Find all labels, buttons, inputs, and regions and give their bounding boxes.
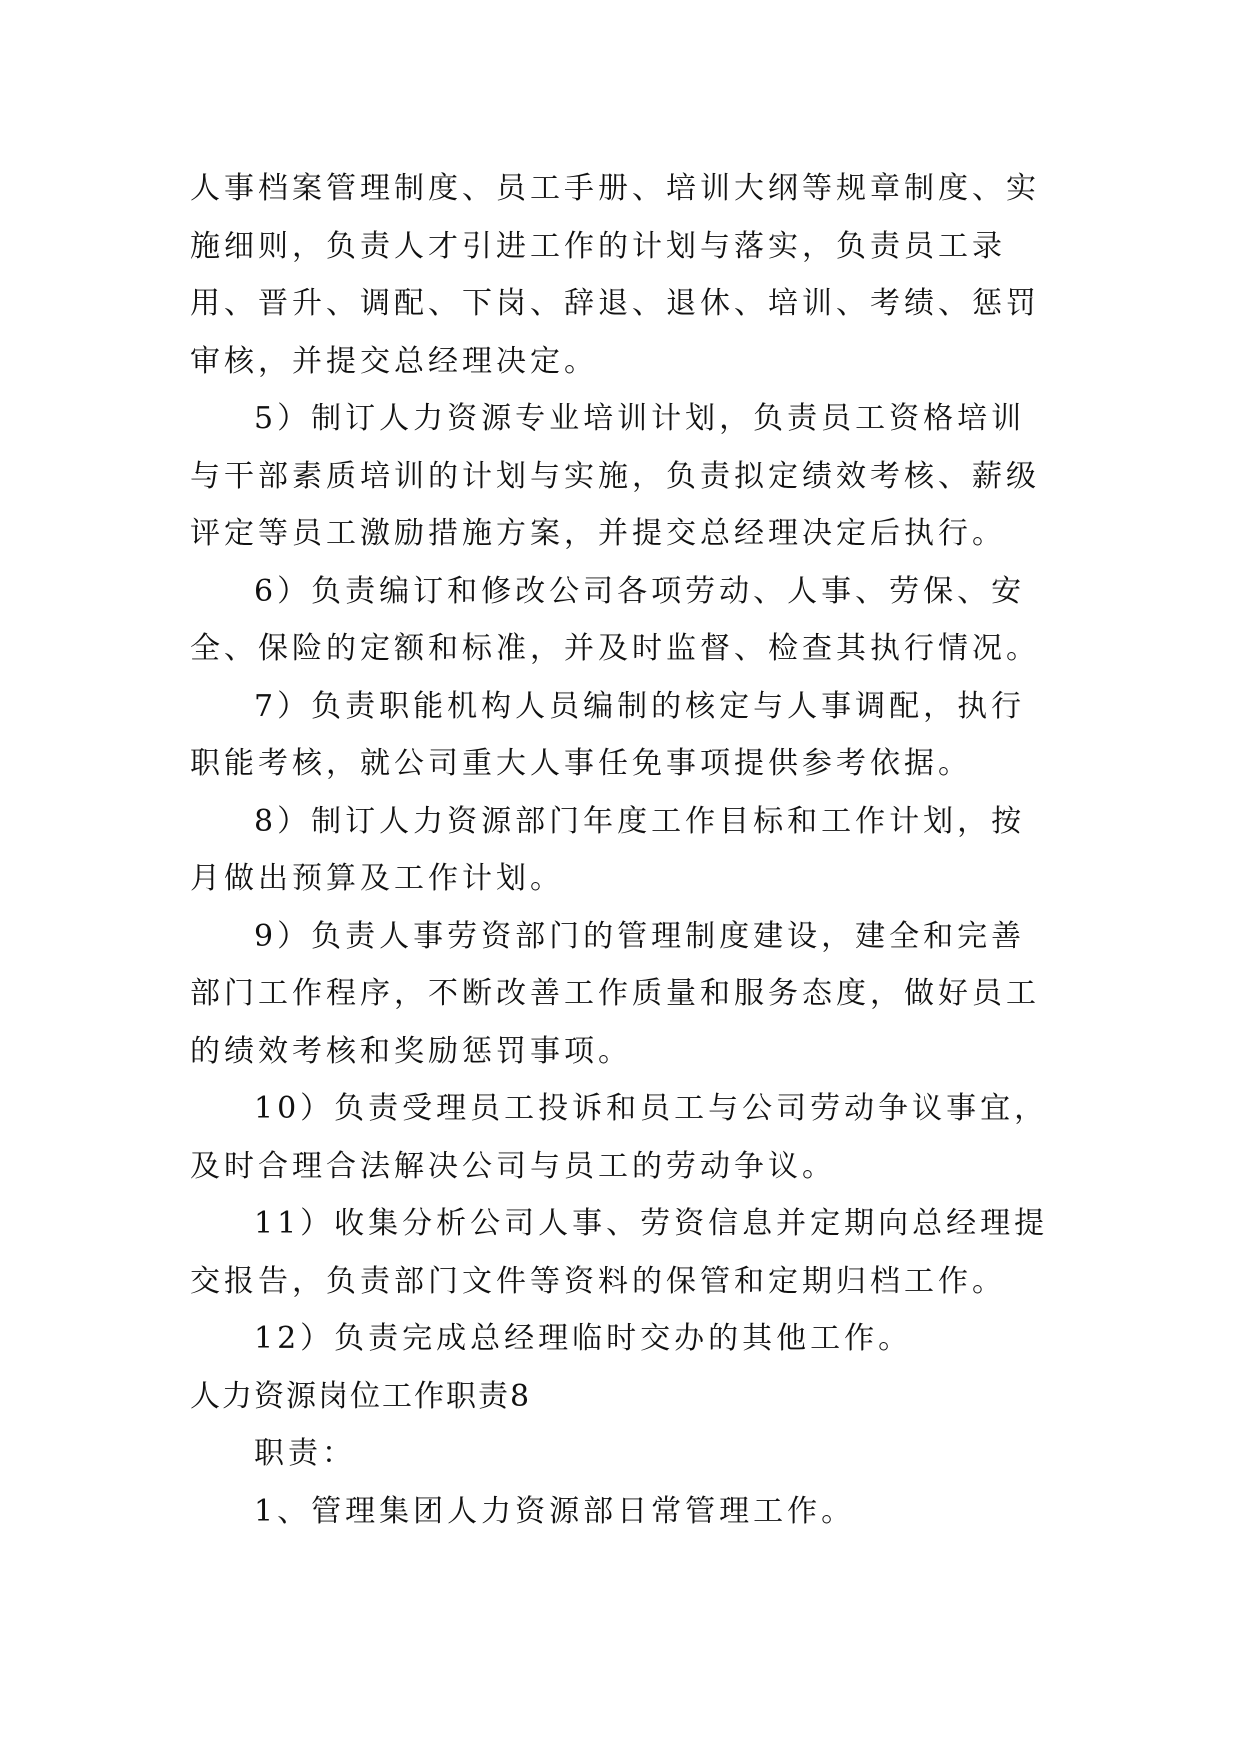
- paragraph-item-10: 10）负责受理员工投诉和员工与公司劳动争议事宜，及时合理合法解决公司与员工的劳动争议。: [190, 1091, 1049, 1184]
- section-heading: 人力资源岗位工作职责8: [190, 1378, 532, 1414]
- section-item-1: 1、管理集团人力资源部日常管理工作。: [254, 1493, 856, 1529]
- paragraph-item-12: 12）负责完成总经理临时交办的其他工作。: [254, 1321, 913, 1356]
- paragraph-item-7: 7）负责职能机构人员编制的核定与人事调配，执行职能考核，就公司重大人事任免事项提供参考依据。: [190, 688, 1026, 781]
- paragraph-item-11: 11）收集分析公司人事、劳资信息并定期向总经理提交报告，负责部门文件等资料的保管和定期归档工作。: [190, 1206, 1049, 1299]
- paragraph-continued: 人事档案管理制度、员工手册、培训大纲等规章制度、实施细则，负责人才引进工作的计划与落实，负责员工录用、晋升、调配、下岗、辞退、退休、培训、考绩、惩罚审核，并提交总经理决定。: [190, 171, 1040, 379]
- paragraph-item-6: 6）负责编订和修改公司各项劳动、人事、劳保、安全、保险的定额和标准，并及时监督、检查其执行情况。: [190, 573, 1040, 666]
- paragraph-item-9: 9）负责人事劳资部门的管理制度建设，建全和完善部门工作程序，不断改善工作质量和服务态度，做好员工的绩效考核和奖励惩罚事项。: [190, 918, 1040, 1069]
- document-body: [190, 160, 1055, 1540]
- paragraph-item-8: 8）制订人力资源部门年度工作目标和工作计划，按月做出预算及工作计划。: [190, 803, 1026, 896]
- paragraph-item-5: 5）制订人力资源专业培训计划，负责员工资格培训与干部素质培训的计划与实施，负责拟定绩效考核、薪级评定等员工激励措施方案，并提交总经理决定后执行。: [190, 401, 1040, 551]
- section-label: 职责：: [254, 1436, 356, 1471]
